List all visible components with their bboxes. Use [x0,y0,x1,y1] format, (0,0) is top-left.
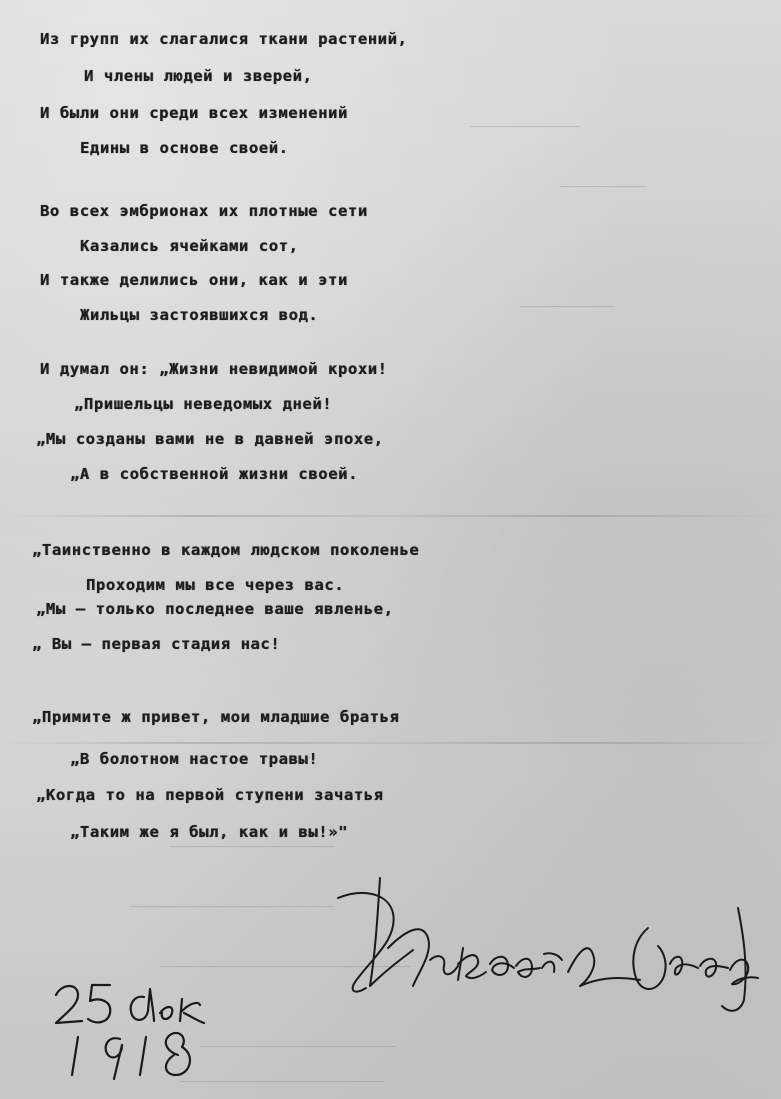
poem-line: „Пришельцы неведомых дней! [74,395,333,413]
poem-line: Во всех эмбрионах их плотные сети [40,202,368,220]
poem-line: „Когда то на первой ступени зачатья [36,786,384,804]
poem-line: „В болотном настое травы! [70,750,319,768]
poem-line: „Таким же я был, как и вы!»" [70,823,349,841]
poem-line: „Мы созданы вами не в давней эпохе, [36,430,384,448]
poem-line: И члены людей и зверей, [84,67,313,85]
poem-line: Проходим мы все через вас. [86,576,345,594]
poem-line: „Таинственно в каждом людском поколенье [32,541,420,559]
poem-line: „А в собственной жизни своей. [70,465,359,483]
poem-line: Едины в основе своей. [80,139,289,157]
poem-line: Из групп их слагалися ткани растений, [40,30,408,48]
poem-line: И также делились они, как и эти [40,271,348,289]
bleed-through-text: ────────────── ─────────── ──────────── ───────────────────── ────────────────────────── ──────────────────────────────── ───────────────────────── ────────────────────────── [130,120,647,1090]
poem-line: „Примите ж привет, мои младшие братья [32,708,400,726]
handwritten-signature [318,868,768,1018]
poem-line: Казались ячейками сот, [80,237,299,255]
handwritten-date [48,975,218,1085]
poem-line: Жильцы застоявшихся вод. [80,306,319,324]
poem-line: И думал он: „Жизни невидимой крохи! [40,360,388,378]
poem-line: И были они среди всех изменений [40,104,348,122]
poem-line: „ Вы – первая стадия нас! [32,635,281,653]
poem-line: „Мы – только последнее ваше явленье, [36,600,394,618]
